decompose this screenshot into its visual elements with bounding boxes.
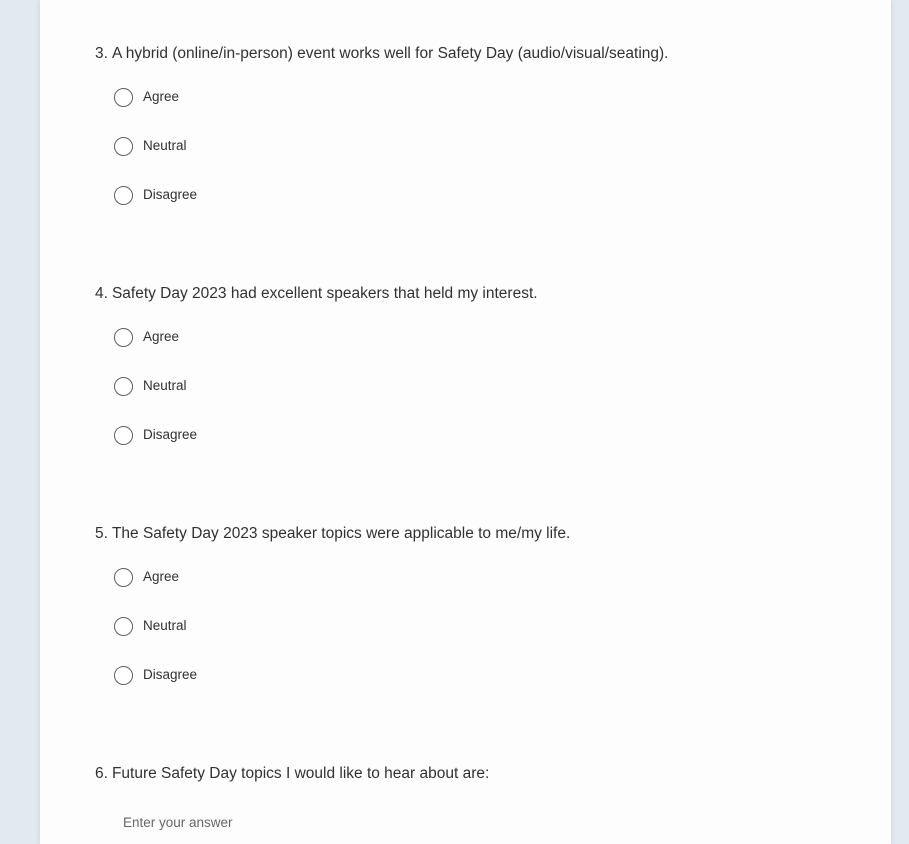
- radio-button-icon[interactable]: [114, 568, 133, 587]
- question-text: Safety Day 2023 had excellent speakers that held my interest.: [111, 285, 538, 302]
- radio-button-icon[interactable]: [114, 426, 133, 445]
- options-list: [95, 87, 851, 205]
- question-text: A hybrid (online/in-person) event works well for Safety Day (audio/visual/seating).: [111, 45, 669, 62]
- radio-option-label: Disagree: [143, 667, 198, 682]
- options-list: [95, 812, 851, 832]
- radio-button-icon[interactable]: [114, 328, 133, 347]
- radio-option-label: Agree: [143, 89, 180, 104]
- question-block: [95, 284, 851, 445]
- radio-option[interactable]: [114, 616, 187, 636]
- radio-option-label: Agree: [143, 569, 180, 584]
- radio-option-label: Neutral: [143, 378, 187, 393]
- question-number: 4.: [95, 285, 108, 302]
- question-title: [95, 764, 851, 784]
- radio-option-label: Disagree: [143, 427, 198, 442]
- question-title: [95, 524, 851, 544]
- radio-option-label: Agree: [143, 329, 180, 344]
- question-text: The Safety Day 2023 speaker topics were applicable to me/my life.: [111, 525, 571, 542]
- radio-option[interactable]: [114, 567, 179, 587]
- radio-option[interactable]: [114, 425, 197, 445]
- radio-button-icon[interactable]: [114, 137, 133, 156]
- radio-button-icon[interactable]: [114, 186, 133, 205]
- question-title: [95, 44, 851, 64]
- radio-option[interactable]: [114, 136, 187, 156]
- options-list: [95, 327, 851, 445]
- question-number: 5.: [95, 525, 108, 542]
- radio-button-icon[interactable]: [114, 88, 133, 107]
- answer-input[interactable]: [123, 812, 543, 832]
- options-list: [95, 567, 851, 685]
- question-block: [95, 524, 851, 685]
- form-card: [40, 0, 891, 844]
- question-number: 3.: [95, 45, 108, 62]
- question-text: Future Safety Day topics I would like to hear about are:: [111, 765, 490, 782]
- questions-container: [95, 44, 851, 832]
- question-number: 6.: [95, 765, 108, 782]
- radio-option[interactable]: [114, 665, 197, 685]
- question-block: [95, 44, 851, 205]
- radio-option-label: Neutral: [143, 138, 187, 153]
- radio-option[interactable]: [114, 376, 187, 396]
- radio-button-icon[interactable]: [114, 377, 133, 396]
- question-block: [95, 764, 851, 832]
- radio-option-label: Disagree: [143, 187, 198, 202]
- radio-option[interactable]: [114, 185, 197, 205]
- radio-option-label: Neutral: [143, 618, 187, 633]
- radio-option[interactable]: [114, 87, 179, 107]
- radio-button-icon[interactable]: [114, 666, 133, 685]
- radio-option[interactable]: [114, 327, 179, 347]
- question-title: [95, 284, 851, 304]
- radio-button-icon[interactable]: [114, 617, 133, 636]
